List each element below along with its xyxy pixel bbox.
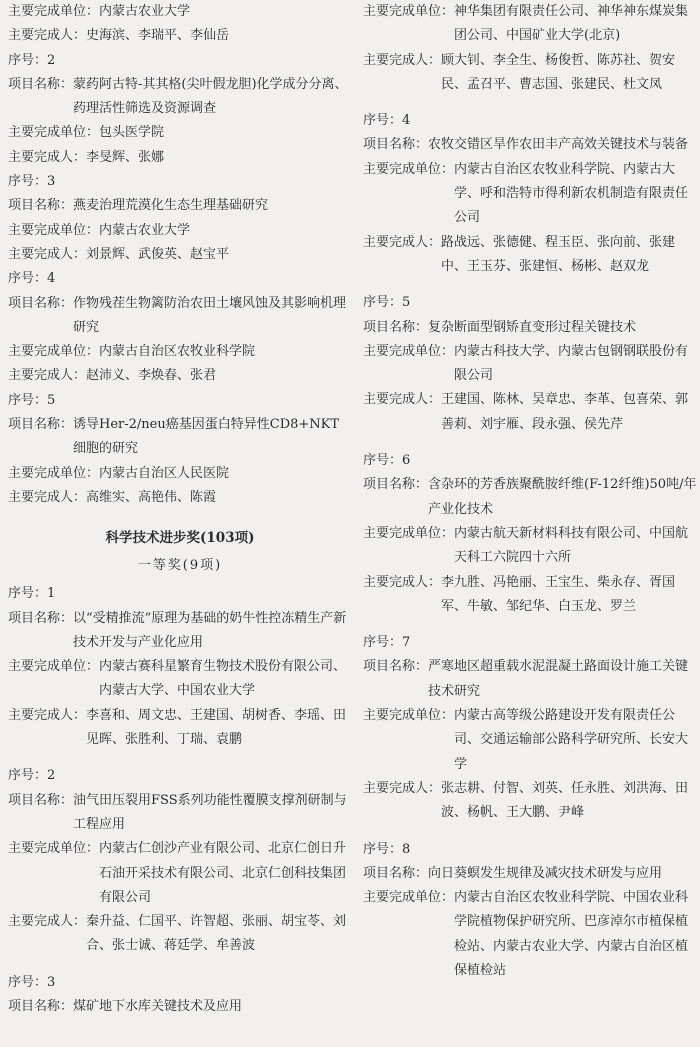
field-label: 主要完成人：	[8, 149, 87, 165]
field-label: 项目名称：	[363, 137, 429, 153]
entry-field	[8, 413, 352, 462]
field-value: 张志耕、付智、刘英、任永胜、刘洪海、田波、杨帆、王大鹏、尹峰	[441, 780, 689, 821]
award-entry	[8, 582, 352, 752]
entry-field	[8, 194, 352, 218]
field-value: 以“受精推流”原理为基础的奶牛性控冻精生产新技术开发与产业化应用	[73, 610, 347, 650]
entry-field	[8, 146, 352, 170]
entry-field	[8, 219, 352, 243]
entry-seq: 序号：4	[363, 113, 411, 129]
field-value: 向日葵螟发生规律及减灾技术研发与应用	[428, 865, 663, 881]
field-value: 包头医学院	[99, 125, 165, 141]
spacer	[363, 97, 700, 109]
award-entry	[363, 291, 700, 437]
entry-field	[8, 292, 352, 341]
field-label: 主要完成单位：	[8, 841, 100, 857]
entry-field	[8, 24, 352, 48]
field-value: 赵沛义、李焕春、张君	[86, 368, 217, 384]
spacer	[363, 279, 700, 291]
entry-field	[363, 862, 700, 886]
field-label: 项目名称：	[8, 76, 74, 92]
field-value: 内蒙古自治区农牧业科学院	[99, 344, 256, 360]
field-value: 诱导Her-2/neu癌基因蛋白特异性CD8+NKT细胞的研究	[73, 417, 340, 457]
entry-field	[363, 316, 700, 340]
field-label: 主要完成人：	[8, 28, 87, 44]
entry-field	[363, 473, 700, 522]
award-entry	[363, 631, 700, 825]
field-label: 主要完成人：	[363, 392, 442, 408]
field-label: 主要完成单位：	[363, 343, 455, 359]
field-label: 主要完成人：	[363, 574, 442, 590]
field-value: 内蒙古航天新材料科技有限公司、中国航天科工六院四十六所	[454, 525, 689, 566]
entry-field	[363, 655, 700, 704]
entry-seq: 序号：7	[363, 635, 411, 651]
award-entry	[8, 49, 352, 170]
award-entry	[8, 389, 352, 510]
award-entry	[8, 170, 352, 267]
field-value: 燕麦治理荒漠化生态生理基础研究	[73, 198, 269, 214]
spacer	[8, 752, 352, 764]
entry-field	[363, 571, 700, 620]
field-label: 项目名称：	[8, 295, 74, 311]
field-value: 高维实、高艳伟、陈霞	[86, 489, 217, 505]
entry-seq: 序号：6	[363, 453, 411, 469]
spacer	[8, 959, 352, 971]
field-value: 内蒙古自治区人民医院	[99, 465, 230, 481]
field-label: 主要完成人：	[8, 368, 87, 384]
entry-field	[363, 704, 700, 777]
entry-field	[8, 121, 352, 145]
award-entry	[363, 109, 700, 279]
entry-field	[363, 886, 700, 983]
field-label: 主要完成单位：	[8, 125, 100, 141]
field-label: 项目名称：	[8, 792, 74, 808]
entry-seq: 序号：5	[363, 295, 411, 311]
field-value: 农牧交错区旱作农田丰产高效关键技术与装备	[428, 137, 689, 153]
field-label: 项目名称：	[8, 998, 74, 1014]
entry-field	[363, 49, 700, 98]
field-label: 项目名称：	[363, 865, 429, 881]
entry-field	[8, 789, 352, 838]
field-value: 蒙药阿古特-其其格(尖叶假龙胆)化学成分分离、药理活性筛选及资源调查	[73, 76, 348, 117]
field-label: 主要完成人：	[8, 246, 87, 262]
entry-seq: 序号：3	[8, 174, 56, 190]
field-value: 内蒙古自治区农牧业科学院、内蒙古大学、呼和浩特市得利新农机制造有限责任公司	[454, 161, 689, 226]
entry-field	[363, 340, 700, 389]
entry-field	[8, 655, 352, 704]
section-title: 科学技术进步奖(103项)	[105, 530, 255, 547]
award-entry	[8, 971, 352, 1020]
field-label: 主要完成单位：	[8, 659, 100, 675]
left-column	[8, 0, 352, 1019]
field-value: 含杂环的芳香族聚酰胺纤维(F-12纤维)50吨/年产业化技术	[428, 477, 697, 517]
field-value: 刘景辉、武俊英、赵宝平	[86, 246, 230, 262]
entry-field	[363, 158, 700, 231]
section-subtitle: 一等奖(9项)	[137, 558, 223, 574]
entry-seq: 序号：2	[8, 52, 56, 68]
field-label: 项目名称：	[363, 477, 429, 493]
entry-field	[8, 0, 352, 24]
field-value: 内蒙古农业大学	[99, 222, 191, 238]
field-value: 内蒙古仁创沙产业有限公司、北京仁创日升石油开采技术有限公司、北京仁创科技集团有限公司	[99, 841, 347, 905]
entry-field	[8, 607, 352, 656]
entry-field	[8, 73, 352, 122]
field-value: 史海滨、李瑞平、李仙岳	[86, 28, 230, 44]
entry-seq: 序号：3	[8, 974, 56, 990]
field-label: 项目名称：	[363, 319, 429, 335]
entry-field	[8, 995, 352, 1019]
entry-field	[363, 0, 700, 49]
entry-field	[363, 522, 700, 571]
entry-field	[8, 243, 352, 267]
field-label: 主要完成单位：	[363, 525, 455, 541]
entry-field	[8, 364, 352, 388]
award-entry	[8, 764, 352, 958]
field-label: 主要完成单位：	[363, 708, 455, 724]
entry-field	[8, 910, 352, 959]
field-value: 油气田压裂用FSS系列功能性覆膜支撑剂研制与工程应用	[73, 792, 347, 832]
award-entry	[8, 267, 352, 388]
field-label: 项目名称：	[363, 659, 429, 675]
field-label: 主要完成人：	[363, 780, 442, 796]
field-label: 主要完成单位：	[8, 4, 100, 19]
entry-field	[363, 231, 700, 280]
entry-field	[8, 340, 352, 364]
right-column	[363, 0, 700, 983]
entry-field	[363, 777, 700, 826]
field-label: 主要完成人：	[363, 52, 442, 68]
field-label: 主要完成单位：	[363, 4, 455, 19]
field-value: 顾大钊、李全生、杨俊哲、陈苏社、贺安民、孟召平、曹志国、张建民、杜文凤	[441, 52, 676, 92]
award-entry	[363, 838, 700, 984]
entry-field	[363, 133, 700, 157]
field-value: 内蒙古自治区农牧业科学院、中国农业科学院植物保护研究所、巴彦淖尔市植保植检站、内蒙古农业大学、内蒙古自治区植保植检站	[454, 890, 689, 978]
field-value: 复杂断面型钢矫直变形过程关键技术	[428, 319, 637, 335]
entry-seq: 序号：1	[8, 586, 56, 602]
field-label: 项目名称：	[8, 610, 74, 626]
spacer	[363, 437, 700, 449]
entry-seq: 序号：8	[363, 841, 411, 857]
field-label: 主要完成单位：	[8, 344, 100, 360]
field-label: 主要完成单位：	[363, 890, 455, 906]
field-value: 煤矿地下水库关键技术及应用	[73, 998, 243, 1014]
field-value: 路战远、张德健、程玉臣、张向前、张建中、王玉芬、张建恒、杨彬、赵双龙	[441, 234, 676, 274]
field-value: 王建国、陈林、吴章忠、李革、包喜荣、郭善莉、刘宇雁、段永强、侯先芹	[441, 392, 689, 432]
field-value: 李旻辉、张娜	[86, 149, 165, 165]
field-value: 秦升益、仁国平、许智超、张丽、胡宝苓、刘合、张士诚、蒋廷学、牟善波	[86, 914, 347, 954]
field-label: 主要完成人：	[363, 234, 442, 250]
entry-seq: 序号：2	[8, 768, 56, 784]
field-label: 主要完成单位：	[363, 161, 455, 177]
field-label: 主要完成人：	[8, 489, 87, 505]
entry-field	[8, 704, 352, 753]
field-value: 内蒙古高等级公路建设开发有限责任公司、交通运输部公路科学研究所、长安大学	[454, 708, 689, 772]
entry-field	[363, 388, 700, 437]
field-value: 内蒙古农业大学	[99, 4, 191, 19]
entry-seq: 序号：4	[8, 271, 56, 287]
field-label: 项目名称：	[8, 198, 74, 214]
field-label: 主要完成单位：	[8, 465, 100, 481]
entry-seq: 序号：5	[8, 392, 56, 408]
field-value: 内蒙古科技大学、内蒙古包钢钢联股份有限公司	[454, 343, 689, 384]
field-label: 项目名称：	[8, 417, 74, 433]
field-value: 严寒地区超重载水泥混凝土路面设计施工关键技术研究	[428, 659, 689, 699]
entry-field	[8, 486, 352, 510]
field-label: 主要完成人：	[8, 914, 87, 930]
spacer	[363, 619, 700, 631]
field-value: 神华集团有限责任公司、神华神东煤炭集团公司、中国矿业大学(北京)	[454, 4, 689, 44]
field-label: 主要完成单位：	[8, 222, 100, 238]
field-value: 李喜和、周文忠、王建国、胡树香、李瑶、田见晖、张胜利、丁瑞、袁鹏	[86, 707, 347, 748]
field-value: 李九胜、冯艳丽、王宝生、柴永存、胥国军、牛敏、邹纪华、白玉龙、罗兰	[441, 574, 676, 614]
entry-field	[8, 837, 352, 910]
field-label: 主要完成人：	[8, 707, 87, 723]
spacer	[363, 826, 700, 838]
field-value: 内蒙古赛科星繁育生物技术股份有限公司、内蒙古大学、中国农业大学	[99, 659, 347, 699]
award-entry	[363, 449, 700, 619]
entry-field	[8, 462, 352, 486]
field-value: 作物残茬生物篱防治农田土壤风蚀及其影响机理研究	[73, 295, 347, 335]
